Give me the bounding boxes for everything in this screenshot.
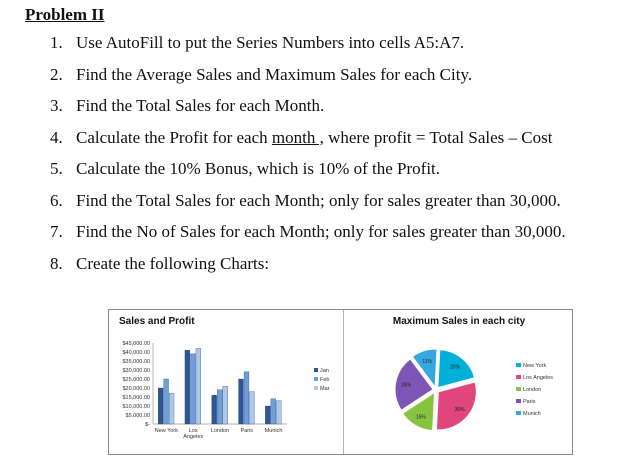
bar [271, 399, 276, 424]
x-tick-label: New York [154, 428, 179, 434]
task-text: Calculate the 10% Bonus, which is 10% of the Profit. [76, 159, 441, 178]
legend-swatch [516, 387, 521, 391]
bar [196, 348, 201, 424]
legend-swatch [516, 399, 521, 403]
max-sales-chart [344, 310, 574, 454]
task-number: 2. [50, 64, 63, 84]
task-text: Find the Total Sales for each Month. [76, 96, 325, 115]
bar [190, 354, 195, 424]
y-tick-label: $20,000.00 [122, 386, 150, 392]
x-tick-label: London [210, 428, 230, 434]
chart-title: Sales and Profit [119, 316, 195, 327]
y-tick-label: $35,000.00 [122, 359, 150, 365]
task-number: 3. [50, 96, 63, 115]
bar [212, 395, 217, 424]
pie-data-label: 30% [454, 407, 465, 414]
task-number: 8. [50, 253, 63, 273]
legend-swatch [516, 363, 521, 367]
bar [164, 379, 169, 424]
task-text: Calculate the Profit for each [76, 127, 272, 147]
bar [250, 392, 255, 424]
sales-profit-chart [109, 310, 344, 454]
task-text: Find the Average Sales and Maximum Sales for each City. [76, 64, 473, 84]
x-tick-label: Munich [264, 428, 283, 434]
task-item [50, 33, 566, 65]
bar [158, 388, 163, 424]
task-item [50, 222, 566, 254]
task-text: Find the Total Sales for each Month; only for sales greater than 30,000. [76, 190, 561, 210]
task-number: 7. [50, 222, 63, 241]
page-title: Problem II [25, 5, 105, 24]
x-tick-label: Los [188, 428, 198, 434]
y-tick-label: $40,000.00 [122, 350, 150, 356]
bar [265, 406, 270, 424]
task-text: Use AutoFill to put the Series Numbers into cells A5:A7. [76, 33, 465, 52]
legend-swatch [516, 375, 521, 379]
y-tick-label: $30,000.00 [122, 368, 150, 374]
task-text: Create the following Charts: [76, 253, 270, 273]
task-text-underlined: month , [271, 127, 324, 147]
task-list [50, 33, 566, 285]
legend-swatch [314, 377, 318, 381]
y-tick-label: $25,000.00 [122, 377, 150, 383]
task-item [50, 96, 566, 128]
task-number: 4. [50, 127, 63, 147]
bar [244, 372, 249, 424]
bar [239, 379, 244, 424]
bar [217, 390, 222, 424]
y-tick-label: $- [145, 422, 150, 428]
legend-label: Feb [320, 377, 330, 383]
pie-data-label: 24% [401, 382, 412, 389]
legend-swatch [314, 386, 318, 390]
task-item [50, 254, 566, 286]
pie-data-label: 20% [450, 364, 461, 371]
pie-slice [436, 382, 476, 430]
pie-data-label: 11% [422, 358, 432, 365]
y-tick-label: $5,000.00 [125, 413, 150, 419]
task-item [50, 65, 566, 97]
y-tick-label: $10,000.00 [122, 404, 150, 410]
x-tick-label: Paris [240, 428, 254, 434]
task-item [50, 191, 566, 223]
bar [169, 393, 174, 424]
task-number: 5. [50, 159, 63, 178]
x-tick-label: Angeles [183, 434, 204, 440]
task-text: Find the No of Sales for each Month; only for sales greater than 30,000. [76, 222, 566, 241]
legend-label: London [523, 387, 542, 393]
pie-chart-svg [344, 310, 574, 456]
legend-label: Paris [523, 399, 536, 405]
task-number: 6. [50, 190, 63, 210]
chart-title: Maximum Sales in each city [392, 316, 526, 327]
task-text: where profit = Total Sales – Cost [323, 127, 553, 147]
legend-label: Munich [523, 411, 541, 417]
charts-image [108, 309, 573, 455]
y-tick-label: $45,000.00 [122, 341, 150, 347]
legend-swatch [516, 411, 521, 415]
bar [276, 401, 281, 424]
legend-label: Los Angeles [523, 375, 553, 381]
bar-chart-svg [109, 310, 344, 456]
task-number: 1. [50, 33, 63, 52]
legend-label: New York [523, 363, 547, 369]
task-item [50, 159, 566, 191]
bar [223, 386, 228, 424]
legend-label: Jan [320, 368, 329, 374]
bar [185, 350, 190, 424]
legend-label: Mar [320, 386, 330, 392]
legend-swatch [314, 368, 318, 372]
pie-data-label: 15% [415, 414, 426, 421]
y-tick-label: $15,000.00 [122, 395, 150, 401]
task-item [50, 128, 566, 160]
